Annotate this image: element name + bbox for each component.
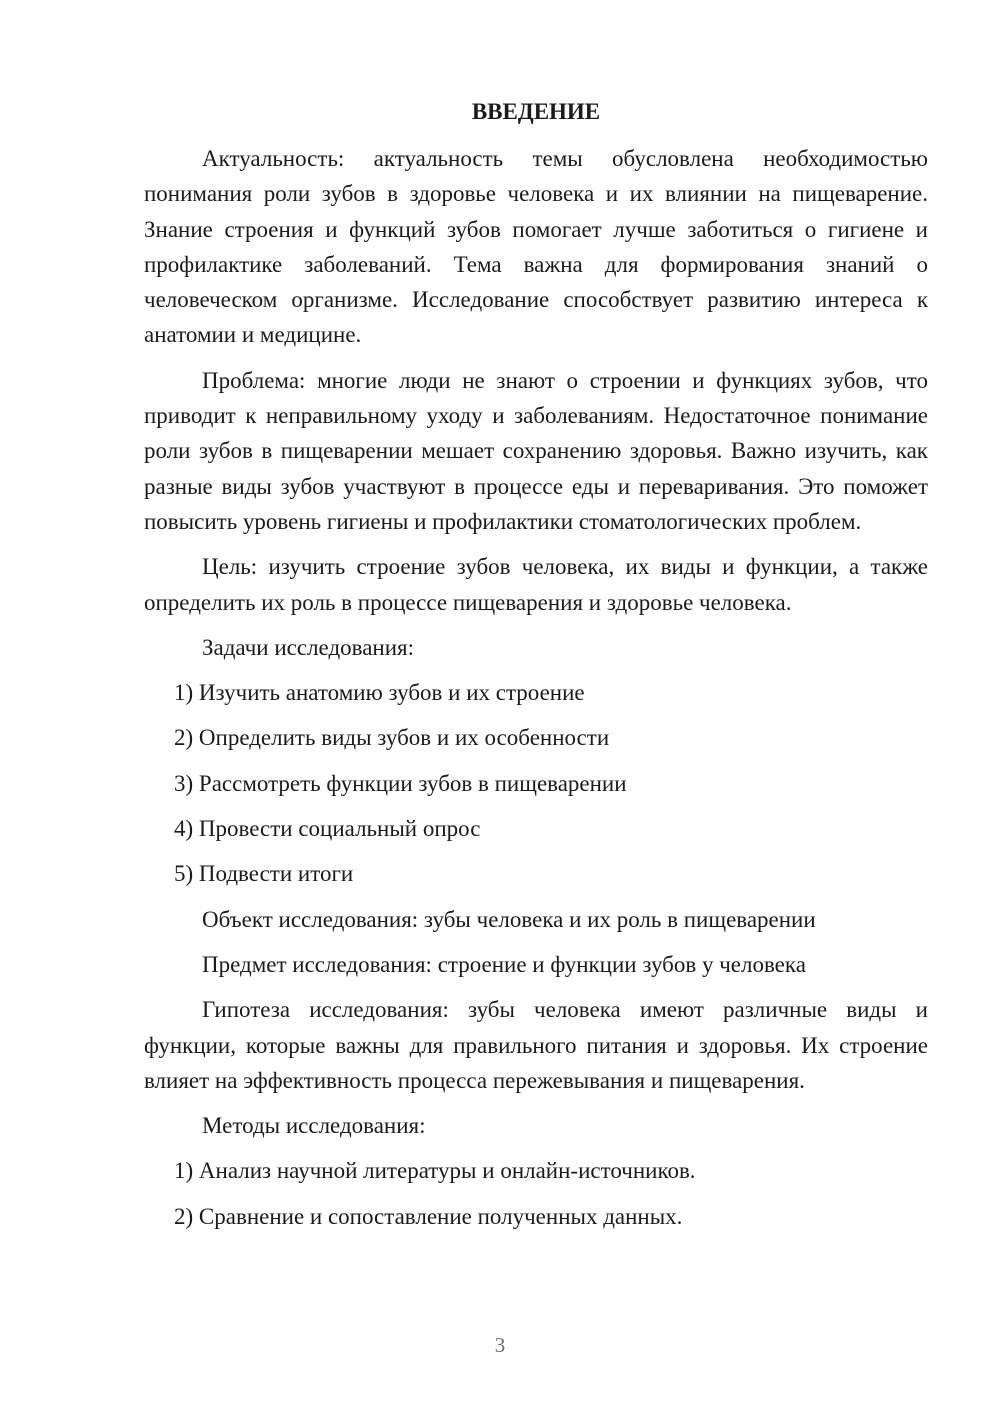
task-item: 4) Провести социальный опрос — [174, 816, 481, 842]
task-item: 2) Определить виды зубов и их особенности — [174, 725, 610, 751]
task-item: 1) Изучить анатомию зубов и их строение — [174, 680, 585, 706]
section-title: ВВЕДЕНИЕ — [471, 99, 601, 124]
problem-paragraph: Проблема: многие люди не знают о строении и функциях зубов, что приводит к неправильному уходу и заболеваниям. Недостаточное понимание роли зубов в пищеварении мешает сохранению здоровья. Важно изучить, как разные виды зубов участвуют в процессе еды и переваривания. Это поможет повысить уровень гигиены и профилактики стоматологических проблем. — [144, 367, 928, 534]
research-object: Объект исследования: зубы человека и их роль в пищеварении — [202, 906, 816, 932]
relevance-paragraph: Актуальность: актуальность темы обусловлена необходимостью понимания роли зубов в здоровье человека и их влиянии на пищеварение. Знание строения и функций зубов помогает лучше заботиться о гигиене и профилактике заболеваний. Тема важна для формирования знаний о человеческом организме. Исследование способствует развитию интереса к анатомии и медицине. — [144, 146, 928, 348]
method-item: 1) Анализ научной литературы и онлайн-источников. — [174, 1158, 696, 1184]
hypothesis-paragraph: Гипотеза исследования: зубы человека имеют различные виды и функции, которые важны для правильного питания и здоровья. Их строение влияет на эффективность процесса пережевывания и пищеварения. — [144, 997, 928, 1093]
page-content — [144, 94, 928, 1244]
research-subject: Предмет исследования: строение и функции зубов у человека — [202, 951, 806, 977]
task-item: 5) Подвести итоги — [174, 861, 354, 887]
method-item: 2) Сравнение и сопоставление полученных данных. — [174, 1203, 683, 1229]
tasks-heading: Задачи исследования: — [202, 634, 415, 660]
page-number: 3 — [494, 1333, 506, 1357]
methods-heading: Методы исследования: — [202, 1113, 426, 1139]
goal-paragraph: Цель: изучить строение зубов человека, их виды и функции, а также определить их роль в процессе пищеварения и здоровье человека. — [144, 554, 928, 615]
task-item: 3) Рассмотреть функции зубов в пищеварении — [174, 770, 627, 796]
